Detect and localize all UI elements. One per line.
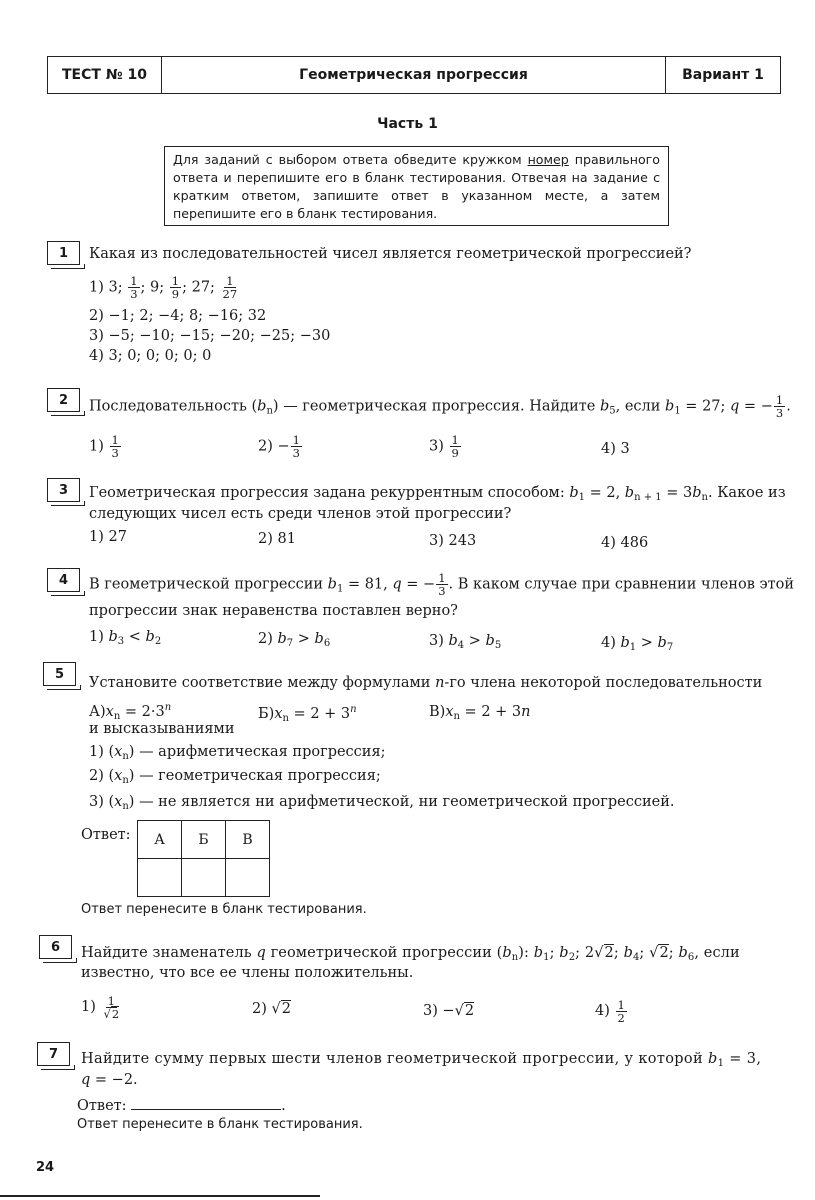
task-5-answer-table (137, 820, 270, 897)
task-5-transfer-note: Ответ перенесите в бланк тестирования. (81, 902, 367, 917)
task-number-4: 4 (47, 568, 80, 592)
task-3-option-4: 4) 486 (601, 535, 649, 551)
task-7-answer: Ответ: . (77, 1098, 286, 1114)
task-7-line-2: q = −2. (81, 1072, 138, 1088)
task-5-and: и высказываниями (89, 721, 235, 737)
task-6-option-3: 3) −√2 (423, 1003, 475, 1019)
task-6-line-2: известно, что все ее члены положительны. (81, 965, 414, 981)
task-5-formula-a: $А)x_n = 2\cdot 3^n$ (89, 702, 172, 722)
task-number-1: 1 (47, 241, 80, 265)
task-1-question: Какая из последовательностей чисел является геометрической прогрессией? (89, 246, 692, 262)
task-number-6: 6 (39, 935, 72, 959)
instruction-post: правильного ответа и перепишите его в бланк тестирования. Отвечая на задание с кратким ответом, запишите ответ в указанном месте, а затем перепишите его в бланк тестирования. (173, 152, 660, 221)
task-3-option-3: 3) 243 (429, 533, 477, 549)
task-5-answer-label: Ответ: (81, 827, 131, 843)
task-6-option-1: 1) $\frac{1}{√2}$ (81, 993, 120, 1021)
task-7-answer-field[interactable] (131, 1098, 281, 1110)
answer-cell-a[interactable] (138, 859, 182, 897)
task-5-statement-3: 3) $(x_n)$ — не является ни арифметической, ни геометрической прогрессией. (89, 794, 675, 812)
task-4-option-1: 1) $b_3 < b_2$ (89, 629, 162, 647)
task-4-line-1: В геометрической прогрессии $b_1 = 81$, q = − $\frac{1}{3}$ . В каком случае при сравнении членов этой (89, 571, 795, 598)
task-4-option-4: 4) $b_1 > b_7$ (601, 635, 674, 653)
task-2-option-2: 2) − $\frac{1}{3}$ (258, 433, 300, 460)
instruction-pre: Для заданий с выбором ответа обведите кружком (173, 152, 528, 167)
task-number-7: 7 (37, 1042, 70, 1066)
task-5-line-1: Установите соответствие между формулами n-го члена некоторой последовательности (89, 675, 763, 691)
task-4-option-2: 2) $b_7 > b_6$ (258, 631, 331, 649)
task-3-option-2: 2) 81 (258, 531, 296, 547)
task-1-option-3: 3) −5; −10; −15; −20; −25; −30 (89, 328, 331, 344)
task-2-option-3: 3) $\frac{1}{9}$ (429, 433, 459, 460)
task-number-5: 5 (43, 662, 76, 686)
task-1-option-2: 2) −1; 2; −4; 8; −16; 32 (89, 308, 267, 324)
instruction-underlined: номер (527, 152, 569, 167)
test-topic: Геометрическая прогрессия (162, 57, 666, 93)
part-title: Часть 1 (377, 116, 438, 132)
task-3-option-1: 1) 27 (89, 529, 127, 545)
task-2-option-4: 4) 3 (601, 441, 630, 457)
instruction-box (164, 146, 669, 226)
task-4-line-2: прогрессии знак неравенства поставлен верно? (89, 603, 458, 619)
task-2-option-1: 1) $\frac{1}{3}$ (89, 433, 119, 460)
task-5-formula-b: $Б)x_n = 2 + 3^n$ (258, 704, 357, 724)
task-2-question: Последовательность $(b_n)$ — геометрическая прогрессия. Найдите $b_5$, если $b_1 = 27$; q = − $\frac{1}{3}$ . (89, 393, 791, 420)
answer-column-v: В (226, 821, 270, 859)
task-1-option-1: 1) 3; $\frac{1}{3}$ ; 9; $\frac{1}{9}$ ; 27; $\frac{1}{27}$ (89, 274, 238, 301)
test-variant: Вариант 1 (682, 67, 764, 83)
test-number: ТЕСТ № 10 (48, 57, 162, 93)
task-number-3: 3 (47, 478, 80, 502)
task-1-option-4: 4) 3; 0; 0; 0; 0; 0 (89, 348, 212, 364)
task-6-option-2: 2) √2 (252, 1001, 291, 1017)
task-number-2: 2 (47, 388, 80, 412)
task-7-transfer-note: Ответ перенесите в бланк тестирования. (77, 1117, 363, 1132)
answer-cell-v[interactable] (226, 859, 270, 897)
answer-column-a: А (138, 821, 182, 859)
test-header (47, 56, 781, 94)
task-7-line-1: Найдите сумму первых шести членов геометрической прогрессии, у которой $b_1 = 3$, (81, 1051, 762, 1069)
task-6-line-1: Найдите знаменатель q геометрической прогрессии $(b_n)$: $b_1$; $b_2$; 2√2; $b_4$; √2; $b_6$, если (81, 945, 740, 963)
answer-cell-b[interactable] (182, 859, 226, 897)
answer-column-b: Б (182, 821, 226, 859)
task-5-statement-1: 1) $(x_n)$ — арифметическая прогрессия; (89, 744, 386, 762)
task-3-line-2: следующих чисел есть среди членов этой прогрессии? (89, 506, 512, 522)
page-number: 24 (36, 1160, 55, 1175)
task-5-formula-v: $В)x_n = 2 + 3n$ (429, 704, 531, 722)
task-6-option-4: 4) $\frac{1}{2}$ (595, 997, 625, 1025)
bottom-rule (0, 1195, 320, 1197)
task-5-statement-2: 2) $(x_n)$ — геометрическая прогрессия; (89, 768, 381, 786)
task-4-option-3: 3) $b_4 > b_5$ (429, 633, 502, 651)
task-3-line-1: Геометрическая прогрессия задана рекуррентным способом: $b_1 = 2$, $b_{n + 1} = 3b_n$. Какое из (89, 485, 786, 503)
